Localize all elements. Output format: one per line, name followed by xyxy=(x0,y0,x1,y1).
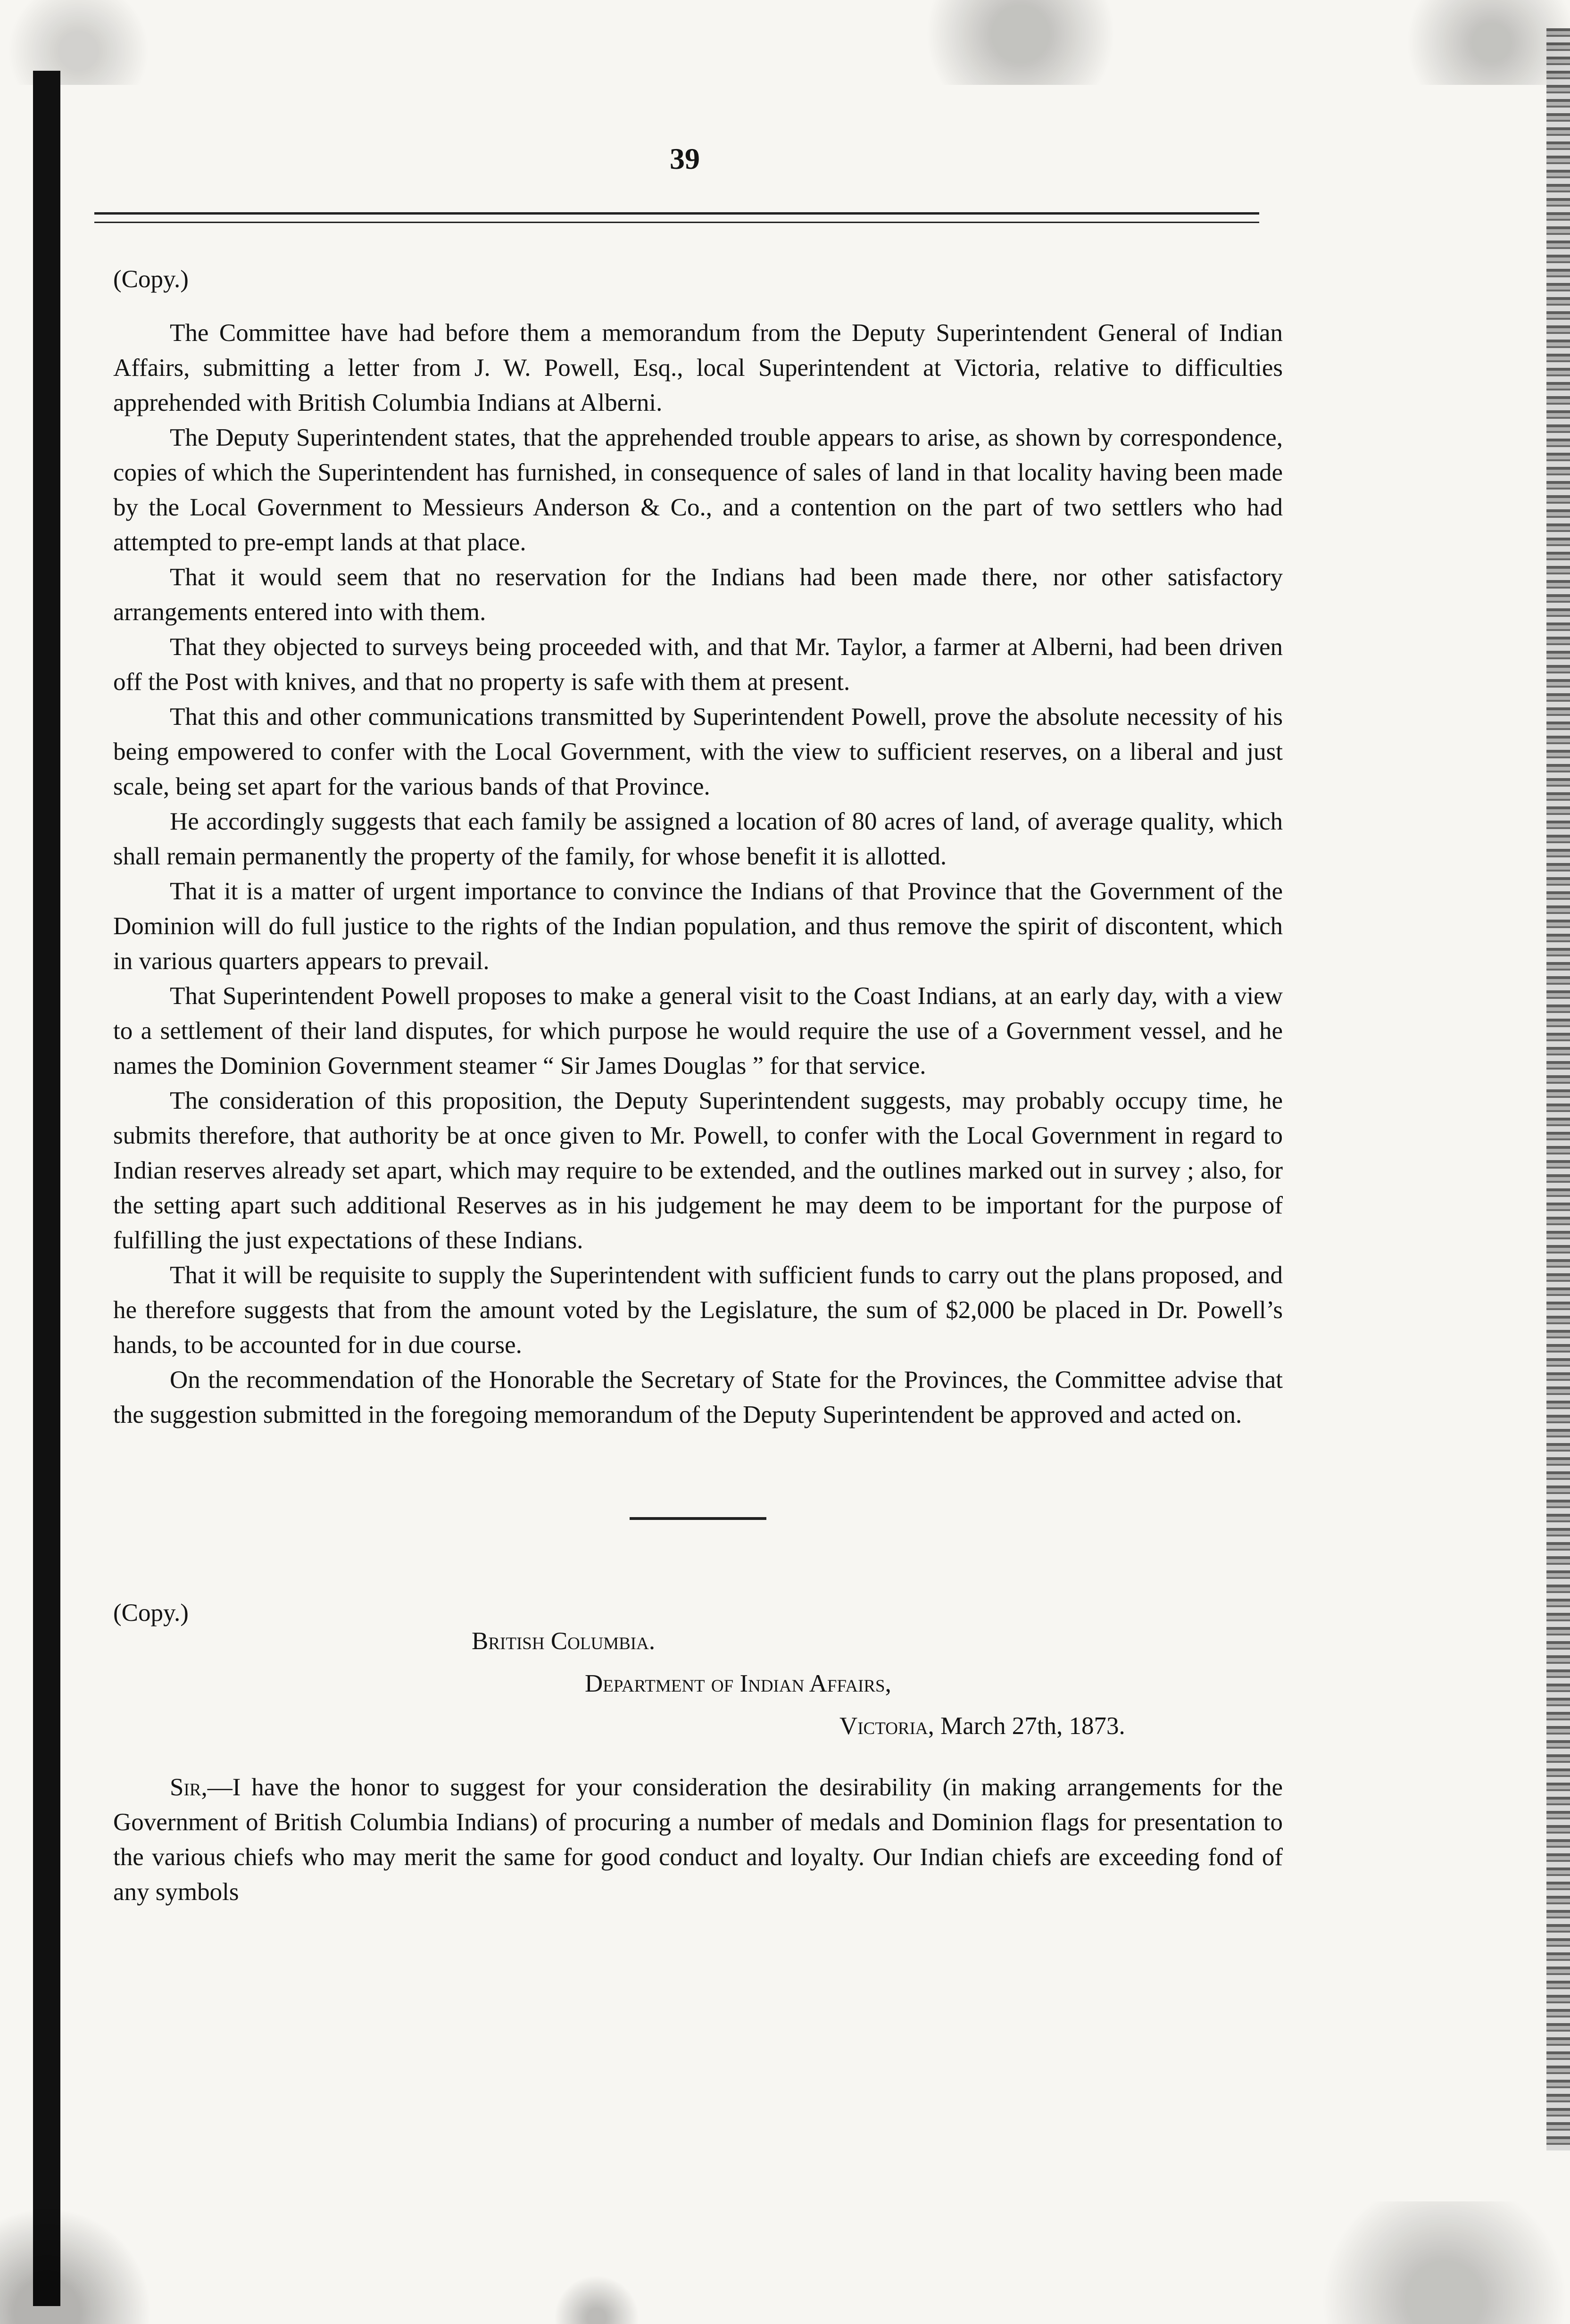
salutation: Sir, xyxy=(170,1774,208,1801)
memo-paragraph: That they objected to surveys being proceeded with, and that Mr. Taylor, a farmer at Alberni, had been driven off the Post with knives, and that no property is safe with them at present. xyxy=(113,633,1283,696)
page-edge-right xyxy=(1546,28,1570,2150)
copy-label: (Copy.) xyxy=(113,266,189,293)
memo-paragraph: That it is a matter of urgent importance to convince the Indians of that Province that the Government of the Dominion will do full justice to the rights of the Indian population, and thus remove the spirit of discontent, which in various quarters appears to prevail. xyxy=(113,878,1283,975)
letter-heading xyxy=(113,1595,1283,1770)
section-separator xyxy=(630,1517,766,1520)
address-place: Victoria, xyxy=(839,1712,934,1740)
header-rule-thin xyxy=(94,222,1259,223)
address-place-date xyxy=(839,1709,1125,1743)
memo-paragraph: The consideration of this proposition, the Deputy Superintendent suggests, may probably occupy time, he submits therefore, that authority be at once given to Mr. Powell, to confer with the Local Government in regard to Indian reserves already set apart, which may require to be extended, and the outlines marked out in survey ; also, for the setting apart such additional Reserves as in his judgement he may deem to be important for the purpose of fulfilling the just expectations of these Indians. xyxy=(113,1087,1283,1254)
memo-paragraph: That it will be requisite to supply the Superintendent with sufficient funds to carry out the plans proposed, and he therefore suggests that from the amount voted by the Legislature, the sum of $2,000 be placed in Dr. Powell’s hands, to be accounted for in due course. xyxy=(113,1262,1283,1359)
memo-paragraph: The Deputy Superintendent states, that the apprehended trouble appears to arise, as shown by correspondence, copies of which the Superintendent has furnished, in consequence of sales of land in that locality having been made by the Local Government to Messieurs Anderson & Co., and a contention on the part of two settlers who had attempted to pre-empt lands at that place. xyxy=(113,424,1283,556)
memo-paragraph: He accordingly suggests that each family be assigned a location of 80 acres of land, of average quality, which shall remain permanently the property of the family, for whose benefit it is allotted. xyxy=(113,808,1283,870)
memorandum xyxy=(113,315,1283,1432)
scan-noise-bottom xyxy=(0,2201,1570,2324)
letter-body-text: —I have the honor to suggest for your consideration the desirability (in making arrangements for the Government of British Columbia Indians) of procuring a number of medals and Dominion flags for presentation to the various chiefs who may merit the same for good conduct and loyalty. Our Indian chiefs are exceeding fond of any symbols xyxy=(113,1774,1283,1906)
scan-noise-top xyxy=(0,0,1570,85)
page-content xyxy=(113,262,1283,1909)
memo-paragraph: That Superintendent Powell proposes to make a general visit to the Coast Indians, at an early day, with a view to a settlement of their land disputes, for which purpose he would require the use of a Government vessel, and he names the Dominion Government steamer “ Sir James Douglas ” for that service. xyxy=(113,982,1283,1079)
memo-paragraph: That this and other communications transmitted by Superintendent Powell, prove the absolute necessity of his being empowered to confer with the Local Government, with the view to sufficient reserves, on a liberal and just scale, being set apart for the various bands of that Province. xyxy=(113,703,1283,800)
memo-paragraph: The Committee have had before them a memorandum from the Deputy Superintendent General of Indian Affairs, submitting a letter from J. W. Powell, Esq., local Superintendent at Victoria, relative to difficulties apprehended with British Columbia Indians at Alberni. xyxy=(113,319,1283,416)
copy-label: (Copy.) xyxy=(113,1599,189,1627)
letter-body xyxy=(113,1770,1283,1909)
memo-paragraph: On the recommendation of the Honorable the Secretary of State for the Provinces, the Committee advise that the suggestion submitted in the foregoing memorandum of the Deputy Superintendent be approved and acted on. xyxy=(113,1366,1283,1428)
page-number: 39 xyxy=(670,142,700,175)
letter-date: March 27th, 1873. xyxy=(940,1712,1125,1740)
binding-edge xyxy=(33,71,60,2306)
address-department: Department of Indian Affairs, xyxy=(585,1670,891,1697)
memo-paragraph: That it would seem that no reservation for the Indians had been made there, nor other satisfactory arrangements entered into with them. xyxy=(113,564,1283,626)
address-province: British Columbia. xyxy=(472,1627,656,1655)
header-rule xyxy=(94,212,1259,215)
